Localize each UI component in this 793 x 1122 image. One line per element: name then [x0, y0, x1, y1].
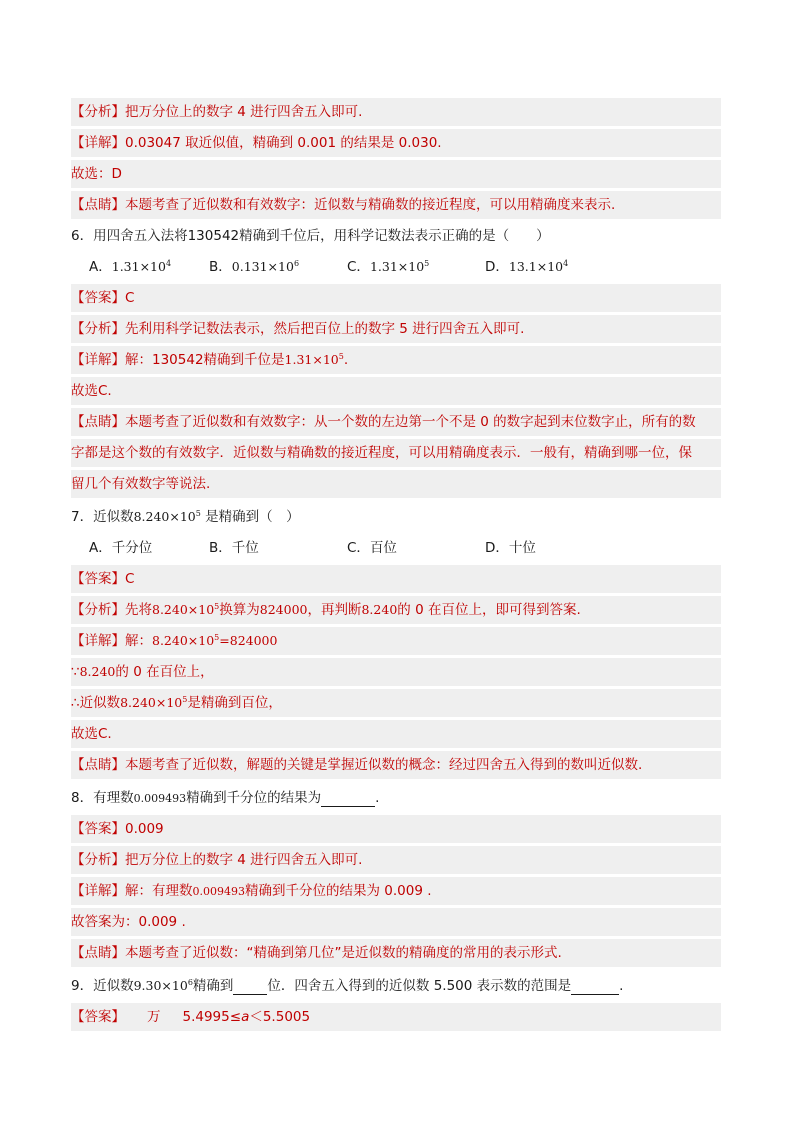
- option-b: B．千位: [209, 540, 259, 556]
- question-stem: 6．用四舍五入法将130542精确到千位后，用科学记数法表示正确的是（ ）: [71, 228, 550, 244]
- detail-math: $1.31\times 10^5$: [284, 351, 344, 367]
- q8-analysis: [71, 846, 721, 874]
- answer-line: 故答案为：0.009 .: [71, 914, 186, 930]
- answer-blank: [321, 790, 375, 807]
- q6-analysis: [71, 315, 721, 343]
- answer-tag: 【答案】: [71, 1009, 125, 1025]
- comment-tag: 【点睛】: [71, 197, 125, 213]
- therefore-math: $8.240\times 10^5$: [120, 694, 188, 710]
- q7-analysis: 【分析】先将$8.240\times 10^5$换算为824000，再判断8.240的 0 在百位上，即可得到答案.: [71, 596, 721, 624]
- q7-therefore: ∴近似数$8.240\times 10^5$是精确到百位，: [71, 689, 721, 717]
- answer-tag: 【答案】: [71, 290, 125, 306]
- detail-tag: 【详解】: [71, 633, 125, 649]
- analysis-text: 把万分位上的数字 4 进行四舍五入即可.: [125, 104, 363, 120]
- stem-math: $9.30\times 10^6$: [133, 977, 193, 993]
- answer-tag: 【答案】: [71, 571, 125, 587]
- choose-text: 故选：D: [71, 166, 122, 182]
- option-a: A．千分位: [89, 540, 153, 556]
- q8-comment: [71, 939, 721, 967]
- q7-stem: 7．近似数$8.240\times 10^5$ 是精确到（ ）: [71, 508, 300, 525]
- answer-text: 0.009: [125, 821, 164, 837]
- comment-text: 本题考查了近似数和有效数字：近似数与精确数的接近程度，可以用精确度来表示.: [125, 197, 616, 213]
- analysis-tag: 【分析】: [71, 602, 125, 618]
- answer-2: 5.4995≤a＜5.5005: [182, 1009, 311, 1025]
- q7-detail: 【详解】解：$8.240\times 10^5=824000$: [71, 627, 721, 655]
- comment-tag: 【点睛】: [71, 757, 125, 773]
- q6-comment-3: [71, 470, 721, 498]
- answer-blank-1: [233, 978, 267, 995]
- q6-options: [71, 253, 721, 281]
- option-a: A．$1.31\times 10^4$: [89, 258, 172, 275]
- detail-tag: 【详解】: [71, 135, 125, 151]
- detail-tag: 【详解】: [71, 883, 125, 899]
- stem-math: $8.240\times 10^5$: [133, 508, 201, 524]
- q8-stem: 8．有理数0.009493精确到千分位的结果为 .: [71, 790, 380, 806]
- q8-detail: 【详解】解：有理数0.009493精确到千分位的结果为 0.009 .: [71, 877, 721, 905]
- q8-answer: [71, 815, 721, 843]
- q7-choose: [71, 720, 721, 748]
- analysis-text: 先利用科学记数法表示，然后把百位上的数字 5 进行四舍五入即可.: [125, 321, 525, 337]
- q6-comment-1: [71, 408, 721, 436]
- q6-answer: [71, 284, 721, 312]
- analysis-text: 把万分位上的数字 4 进行四舍五入即可.: [125, 852, 363, 868]
- option-d: D．十位: [485, 540, 536, 556]
- q9-answer: [71, 1003, 721, 1031]
- q7-comment: [71, 751, 721, 779]
- comment-text: 本题考查了近似数：“精确到第几位”是近似数的精确度的常用的表示形式.: [125, 945, 562, 961]
- choose-text: 故选C.: [71, 383, 112, 399]
- q5-choose: [71, 160, 721, 188]
- comment-tag: 【点睛】: [71, 945, 125, 961]
- q9-stem: 9．近似数$9.30\times 10^6$精确到 位．四舍五入得到的近似数 5.500 表示数的范围是 .: [71, 977, 624, 994]
- q5-detail: [71, 129, 721, 157]
- q7-because: ∵8.240的 0 在百位上，: [71, 658, 721, 686]
- analysis-math: $8.240\times 10^5$: [152, 601, 220, 617]
- q7-answer: [71, 565, 721, 593]
- q6-comment-2: [71, 439, 721, 467]
- q6-detail: 【详解】解：130542精确到千位是$1.31\times 10^5$.: [71, 346, 721, 374]
- option-b: B．$0.131\times 10^6$: [209, 258, 300, 275]
- option-d: D．$13.1\times 10^4$: [485, 258, 569, 275]
- comment-text: 留几个有效数字等说法.: [71, 476, 211, 492]
- q5-analysis: [71, 98, 721, 126]
- answer-text: C: [125, 290, 135, 306]
- answer-blank-2: [571, 978, 619, 995]
- q6-choose: [71, 377, 721, 405]
- analysis-tag: 【分析】: [71, 852, 125, 868]
- analysis-tag: 【分析】: [71, 104, 125, 120]
- option-c: C．$1.31\times 10^5$: [347, 258, 430, 275]
- comment-text: 本题考查了近似数和有效数字：从一个数的左边第一个不是 0 的数字起到末位数字止，所有的数: [125, 414, 696, 430]
- comment-text: 本题考查了近似数，解题的关键是掌握近似数的概念：经过四舍五入得到的数叫近似数.: [125, 757, 643, 773]
- option-c: C．百位: [347, 540, 397, 556]
- detail-tag: 【详解】: [71, 352, 125, 368]
- answer-1: 万: [147, 1009, 161, 1025]
- q5-comment: [71, 191, 721, 219]
- comment-tag: 【点睛】: [71, 414, 125, 430]
- analysis-tag: 【分析】: [71, 321, 125, 337]
- q6-stem: [71, 222, 721, 250]
- detail-math: $8.240\times 10^5=824000$: [152, 632, 278, 648]
- answer-tag: 【答案】: [71, 821, 125, 837]
- q8-answer-line: [71, 908, 721, 936]
- detail-pre: 解：130542精确到千位是: [125, 352, 285, 368]
- q7-options: [71, 534, 721, 562]
- answer-text: C: [125, 571, 135, 587]
- detail-text: 0.03047 取近似值，精确到 0.001 的结果是 0.030.: [125, 135, 442, 151]
- choose-text: 故选C.: [71, 726, 112, 742]
- comment-text: 字都是这个数的有效数字．近似数与精确数的接近程度，可以用精确度表示．一般有，精确到哪一位，保: [71, 445, 692, 461]
